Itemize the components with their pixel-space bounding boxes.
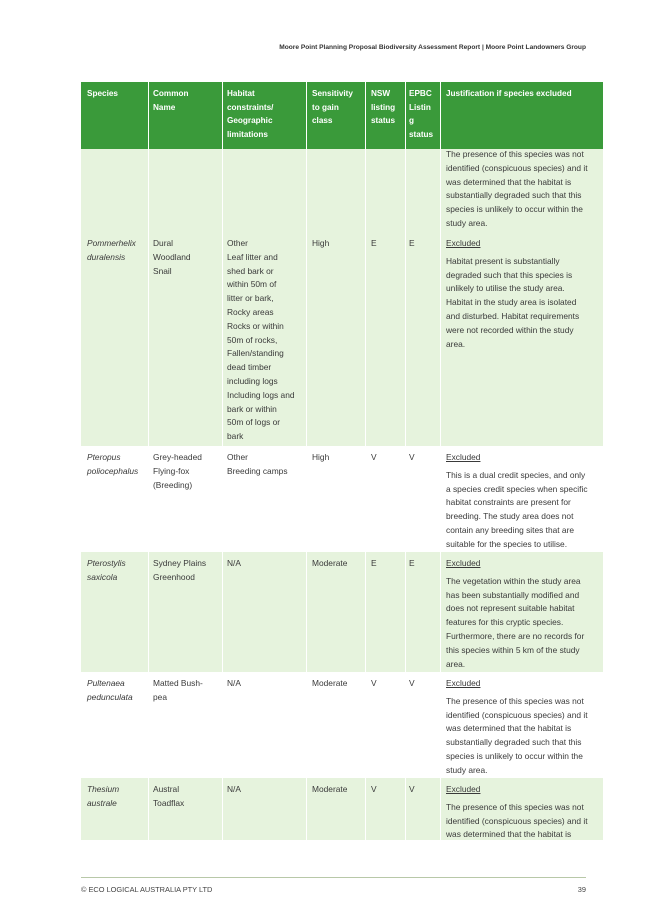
text-line: study area.	[446, 217, 488, 228]
text-line: a species credit species when specific	[446, 483, 588, 494]
text-line: unlikely to utilise the study area.	[446, 283, 565, 294]
text-line: were not recorded within the study	[446, 324, 574, 335]
text-line: Species	[87, 89, 118, 98]
footer-copyright: © ECO LOGICAL AUSTRALIA PTY LTD	[81, 885, 213, 894]
text-line: Listin	[409, 102, 431, 112]
text-line: The presence of this species was not	[446, 149, 584, 159]
nsw-status: V	[371, 452, 377, 462]
text-line: Flying-fox	[153, 465, 190, 476]
exclusion-status: Excluded	[446, 452, 481, 462]
justification	[446, 237, 598, 351]
text-line: was determined that the habitat is	[446, 723, 572, 734]
header-nsw-status	[371, 87, 405, 128]
justification	[446, 783, 598, 842]
text-line: Name	[153, 102, 176, 112]
text-line: Pultenaea	[87, 678, 125, 688]
text-line: The presence of this species was not	[446, 801, 584, 812]
epbc-status: E	[409, 558, 415, 568]
header-justification	[446, 87, 598, 101]
nsw-status: E	[371, 558, 377, 568]
species-name	[87, 677, 149, 705]
text-line: EPBC	[409, 89, 432, 98]
text-line: Sydney Plains	[153, 558, 207, 568]
text-line: study area.	[446, 764, 488, 775]
header-epbc-status	[409, 87, 439, 141]
nsw-status: E	[371, 238, 377, 248]
text-line: shed bark or	[227, 265, 274, 276]
text-line: N/A	[227, 784, 241, 794]
habitat-constraints	[227, 677, 305, 691]
text-line: The vegetation within the study area	[446, 575, 581, 586]
exclusion-status: Excluded	[446, 558, 481, 568]
text-line: Other	[227, 452, 248, 462]
table-row	[81, 552, 603, 672]
footer-divider	[81, 877, 586, 878]
text-line: bark or within	[227, 403, 277, 414]
text-line: Pterostylis	[87, 558, 126, 568]
table-row-continuation	[81, 149, 603, 232]
text-line: g	[409, 116, 415, 126]
text-line: suitable for the species to utilise.	[446, 538, 568, 549]
text-line: this species within 5 km of the study	[446, 644, 580, 655]
text-line: Rocks or within	[227, 320, 284, 331]
text-line: degraded such that this species is	[446, 269, 573, 280]
column-divider	[365, 82, 366, 840]
text-line: N/A	[227, 558, 241, 568]
text-line: Austral	[153, 784, 180, 794]
justification-text	[446, 695, 598, 778]
text-line: substantially degraded such that this	[446, 737, 582, 748]
text-line: Leaf litter and	[227, 251, 278, 262]
text-line: pea	[153, 691, 167, 702]
text-line: Habitat	[227, 89, 255, 98]
habitat-constraints	[227, 557, 305, 571]
text-line: Habitat in the study area is isolated	[446, 297, 577, 308]
text-line: contain any breeding sites that are	[446, 524, 575, 535]
text-line: 50m of logs or	[227, 417, 281, 428]
nsw-status: V	[371, 678, 377, 688]
text-line: australe	[87, 797, 117, 808]
sensitivity: High	[312, 238, 330, 248]
text-line: Geographic	[227, 116, 273, 126]
text-line: identified (conspicuous species) and it	[446, 815, 588, 826]
text-line: was determined that the habitat is	[446, 829, 572, 840]
text-line: (Breeding)	[153, 479, 193, 490]
text-line: Sensitivity	[312, 89, 353, 98]
text-line: Snail	[153, 265, 172, 276]
text-line: bark	[227, 431, 244, 442]
table-header-row	[81, 82, 603, 149]
nsw-status: V	[371, 784, 377, 794]
text-line: Including logs and	[227, 389, 295, 400]
text-line: within 50m of	[227, 279, 277, 290]
column-divider	[405, 82, 406, 840]
text-line: area.	[446, 338, 466, 349]
report-header: Moore Point Planning Proposal Biodiversity Assessment Report | Moore Point Landowners Group	[279, 44, 586, 51]
text-line: Breeding camps	[227, 465, 288, 476]
header-common-name	[153, 87, 221, 114]
column-divider	[148, 82, 149, 840]
header-species	[87, 87, 149, 101]
header-sensitivity	[312, 87, 364, 128]
common-name	[153, 237, 221, 278]
text-line: area.	[446, 658, 466, 669]
text-line: status	[371, 116, 396, 126]
table-row	[81, 446, 603, 552]
text-line: pedunculata	[87, 691, 133, 702]
text-line: identified (conspicuous species) and it	[446, 709, 588, 720]
text-line: features for this cryptic species.	[446, 617, 564, 628]
exclusion-status: Excluded	[446, 784, 481, 794]
text-line: The presence of this species was not	[446, 695, 584, 706]
sensitivity: Moderate	[312, 678, 348, 688]
text-line: Matted Bush-	[153, 678, 203, 688]
text-line: and disturbed. Habitat requirements	[446, 310, 580, 321]
text-line: habitat constraints are present for	[446, 497, 571, 508]
habitat-constraints	[227, 783, 305, 797]
text-line: species is unlikely to occur within the	[446, 750, 583, 761]
text-line: Thesium	[87, 784, 120, 794]
common-name	[153, 783, 221, 811]
exclusion-status: Excluded	[446, 238, 481, 248]
text-line: poliocephalus	[87, 465, 139, 476]
text-line: Dural	[153, 238, 174, 248]
text-line: Fallen/standing	[227, 348, 284, 359]
species-name	[87, 783, 149, 811]
text-line: was determined that the habitat is	[446, 176, 572, 187]
epbc-status: E	[409, 238, 415, 248]
text-line: Toadflax	[153, 797, 185, 808]
header-habitat	[227, 87, 305, 141]
epbc-status: V	[409, 784, 415, 794]
text-line: N/A	[227, 678, 241, 688]
text-line: Grey-headed	[153, 452, 202, 462]
text-line: Pteropus	[87, 452, 121, 462]
text-line: status	[409, 129, 434, 139]
text-line: including logs	[227, 375, 278, 386]
text-line: has been substantially modified and	[446, 589, 580, 600]
text-line: saxicola	[87, 571, 118, 582]
text-line: Rocky areas	[227, 306, 274, 317]
text-line: This is a dual credit species, and only	[446, 469, 586, 480]
justification-text	[446, 801, 598, 842]
page-number: 39	[577, 885, 586, 894]
species-name	[87, 237, 149, 265]
text-line: to gain	[312, 102, 339, 112]
text-line: Justification if species excluded	[446, 89, 572, 98]
justification	[446, 557, 598, 671]
table-row	[81, 778, 603, 840]
sensitivity: Moderate	[312, 784, 348, 794]
habitat-constraints	[227, 451, 305, 479]
epbc-status: V	[409, 452, 415, 462]
species-name	[87, 451, 149, 479]
justification-text	[446, 148, 598, 231]
column-divider	[222, 82, 223, 840]
text-line: 50m of rocks,	[227, 334, 278, 345]
habitat-constraints	[227, 237, 305, 444]
text-line: Woodland	[153, 251, 191, 262]
text-line: substantially degraded such that this	[446, 190, 582, 201]
text-line: Other	[227, 238, 248, 248]
justification-text	[446, 575, 598, 672]
epbc-status: V	[409, 678, 415, 688]
species-table	[81, 82, 603, 840]
text-line: listing	[371, 102, 396, 112]
species-name	[87, 557, 149, 585]
text-line: class	[312, 116, 333, 126]
text-line: Pommerhelix	[87, 238, 136, 248]
text-line: breeding. The study area does not	[446, 511, 574, 522]
exclusion-status: Excluded	[446, 678, 481, 688]
text-line: Furthermore, there are no records for	[446, 630, 585, 641]
common-name	[153, 677, 221, 705]
text-line: litter or bark,	[227, 293, 274, 304]
justification	[446, 451, 598, 552]
text-line: duralensis	[87, 251, 126, 262]
sensitivity: High	[312, 452, 330, 462]
column-divider	[306, 82, 307, 840]
common-name	[153, 451, 221, 492]
text-line: Common	[153, 89, 189, 98]
common-name	[153, 557, 221, 585]
text-line: identified (conspicuous species) and it	[446, 162, 588, 173]
text-line: dead timber	[227, 362, 272, 373]
text-line: Greenhood	[153, 571, 195, 582]
justification-text	[446, 469, 598, 552]
text-line: constraints/	[227, 102, 274, 112]
sensitivity: Moderate	[312, 558, 348, 568]
table-row	[81, 232, 603, 446]
text-line: species is unlikely to occur within the	[446, 204, 583, 215]
text-line: NSW	[371, 89, 391, 98]
justification	[446, 677, 598, 778]
justification-text	[446, 255, 598, 352]
column-divider	[440, 82, 441, 840]
text-line: Habitat present is substantially	[446, 255, 560, 266]
table-row	[81, 672, 603, 778]
text-line: limitations	[227, 129, 268, 139]
text-line: does not represent suitable habitat	[446, 603, 575, 614]
